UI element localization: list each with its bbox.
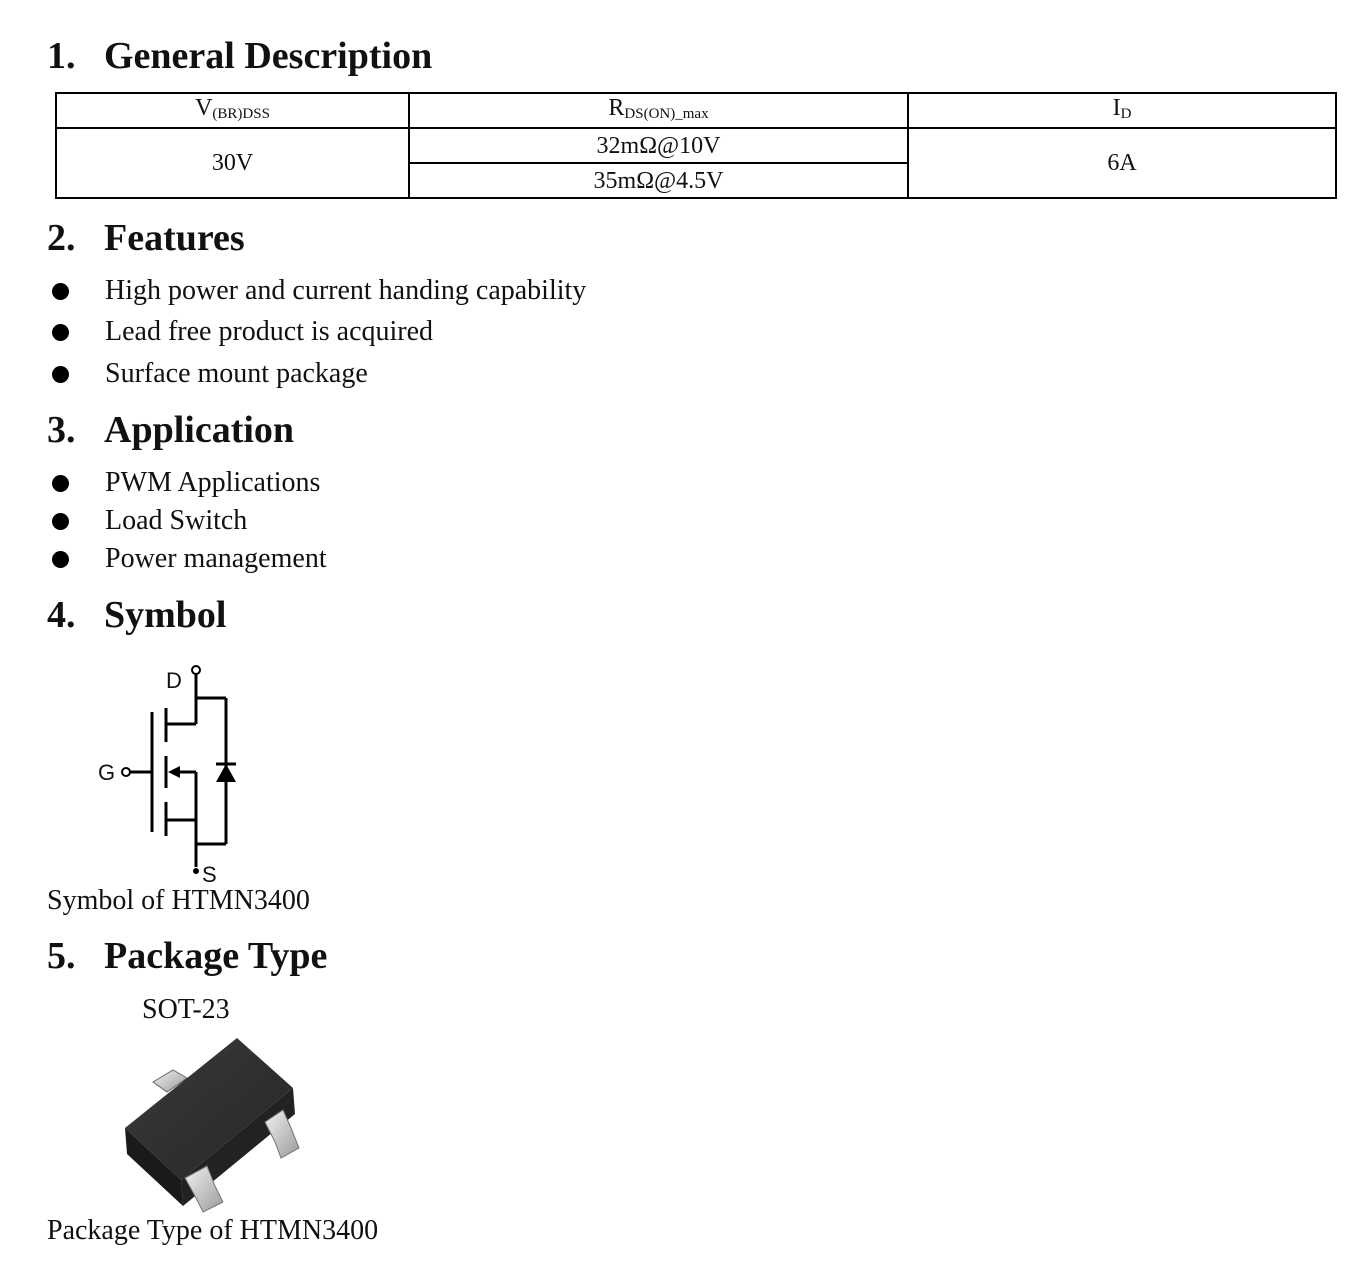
section-number: 4. xyxy=(47,594,76,636)
pin-label-s: S xyxy=(202,862,217,887)
pin-label-g: G xyxy=(98,760,116,785)
bullet-icon xyxy=(52,475,69,492)
bullet-icon xyxy=(52,366,69,383)
header-vbrdss: $V_{(BR)DSS}$ xyxy=(56,93,409,128)
cell-rds-45v: 35mΩ@4.5V xyxy=(409,163,908,198)
bullet-icon xyxy=(52,324,69,341)
header-id: $I_D$ xyxy=(908,93,1336,128)
section-number: 3. xyxy=(47,409,76,451)
bullet-icon xyxy=(52,551,69,568)
bullet-icon xyxy=(52,513,69,530)
section-number: 1. xyxy=(47,35,76,77)
section-title: Features xyxy=(104,217,245,259)
pin-label-d: D xyxy=(166,668,182,693)
cell-id: 6A xyxy=(908,128,1336,198)
header-rdson: $R_{DS(ON)\_max}$ xyxy=(409,93,908,128)
section-heading-package xyxy=(47,934,327,978)
section-title: General Description xyxy=(104,35,433,77)
section-heading-features xyxy=(47,216,245,260)
symbol-caption: Symbol of HTMN3400 xyxy=(47,885,310,916)
section-heading-symbol xyxy=(47,593,226,637)
bullet-icon xyxy=(52,283,69,300)
section-title: Package Type xyxy=(104,935,328,977)
mosfet-symbol-icon xyxy=(90,660,260,890)
section-number: 2. xyxy=(47,217,76,259)
spec-table xyxy=(55,92,1337,199)
section-heading-application xyxy=(47,408,294,452)
section-number: 5. xyxy=(47,935,76,977)
package-caption: Package Type of HTMN3400 xyxy=(47,1215,379,1246)
section-heading-general xyxy=(47,34,432,78)
section-title: Application xyxy=(104,409,295,451)
cell-rds-10v: 32mΩ@10V xyxy=(409,128,908,163)
section-title: Symbol xyxy=(104,594,227,636)
cell-vbrdss: 30V xyxy=(56,128,409,198)
package-name: SOT-23 xyxy=(142,994,230,1025)
sot23-package-icon xyxy=(115,1030,315,1215)
